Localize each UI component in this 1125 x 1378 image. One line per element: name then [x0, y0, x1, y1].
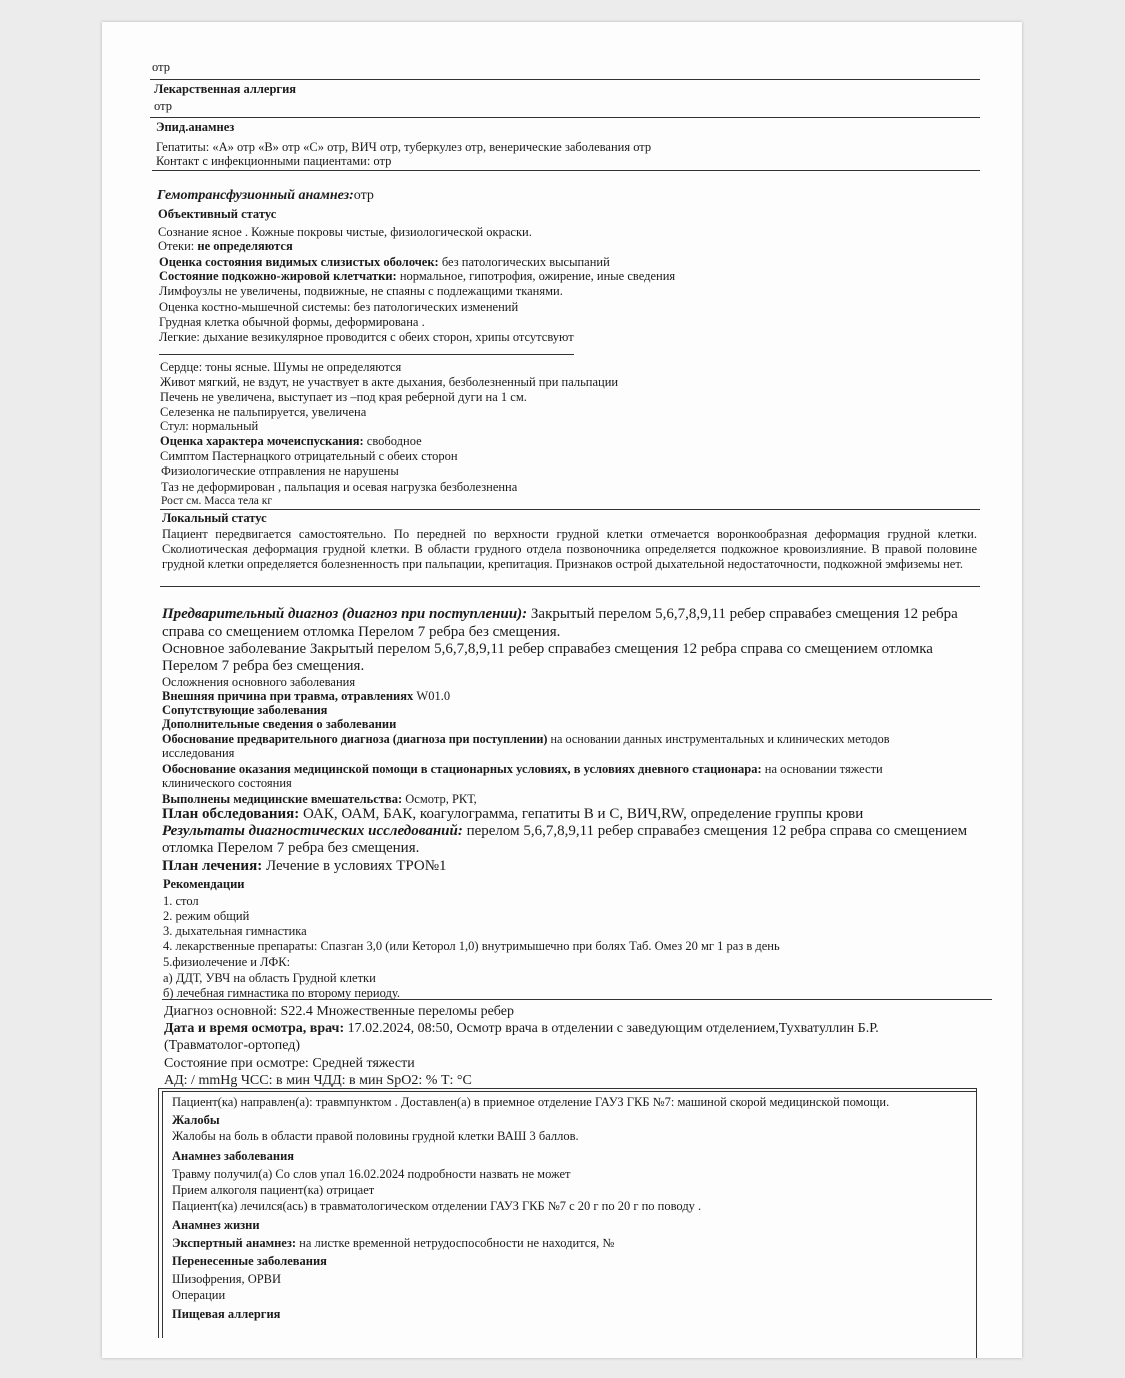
spleen: Селезенка не пальпируется, увеличена [160, 405, 367, 419]
pasternatsky: Симптом Пастернацкого отрицательный с обеих сторон [160, 449, 458, 463]
trauma: Травму получил(а) Со слов упал 16.02.2024 подробности назвать не может [172, 1167, 571, 1181]
recommendation-item: 5.физиолечение и ЛФК: [163, 955, 291, 969]
complaints-title: Жалобы [172, 1113, 220, 1127]
recommendation-item: б) лечебная гимнастика по второму периоду. [163, 986, 400, 1000]
recommendation-item: а) ДДТ, УВЧ на область Грудной клетки [163, 971, 376, 985]
justification-line2: исследования [162, 746, 235, 760]
musculoskeletal: Оценка костно-мышечной системы: без патологических изменений [159, 300, 519, 314]
abdomen: Живот мягкий, не вздут, не участвует в акте дыхания, безболезненный при пальпации [160, 375, 619, 389]
operations: Операции [172, 1288, 226, 1302]
lymph-nodes: Лимфоузлы не увеличены, подвижные, не спаяны с подлежащими тканями. [159, 284, 563, 298]
concomitant-title: Сопутствующие заболевания [162, 703, 328, 717]
previous-treatment: Пациент(ка) лечился(ась) в травматологическом отделении ГАУЗ ГКБ №7 с 20 г по 20 г по поводу . [172, 1199, 702, 1213]
subcutaneous-fat: Состояние подкожно-жировой клетчатки: нормальное, гипотрофия, ожирение, иные сведения [159, 269, 676, 283]
prelim-diagnosis-line2: справа со смещением отломка Перелом 7 ребра без смещения. [162, 624, 561, 640]
urination: Оценка характера мочеиспускания: свободное [160, 434, 422, 448]
heart: Сердце: тоны ясные. Шумы не определяются [160, 360, 402, 374]
justification-line1: Обоснование предварительного диагноза (диагноза при поступлении) на основании данных инструментальных и клинических методов [162, 732, 890, 746]
diag-results-line1: Результаты диагностических исследований: перелом 5,6,7,8,9,11 ребер справабез смещения 12 ребра справа со смещением [162, 823, 968, 839]
referral: Пациент(ка) направлен(а): травмпунктом . Доставлен(а) в приемное отделение ГАУЗ ГКБ №7: машиной скорой медицинской помощи. [172, 1095, 890, 1109]
local-status-text: Пациент передвигается самостоятельно. По передней по верхности грудной клетки отмечается воронкообразная деформация грудной клетки. Сколиотическая деформация грудной клетки. В области грудного отдела позвоночника определяется подкожное кровоизлияние. В правой половине грудной клетки определяется болезненность при пальпации, крепитация. Признаков острой дыхательной недостаточности, подкожной эмфиземы нет. [162, 527, 977, 571]
drug-allergy-title: Лекарственная аллергия [154, 82, 297, 96]
box-left-border [158, 1088, 159, 1338]
mucosa: Оценка состояния видимых слизистых оболочек: без патологических высыпаний [159, 255, 610, 269]
stool: Стул: нормальный [160, 419, 259, 433]
alcohol: Прием алкоголя пациент(ка) отрицает [172, 1183, 375, 1197]
physiological: Физиологические отправления не нарушены [161, 464, 399, 478]
box-top-border-inner [162, 1091, 976, 1092]
chest-shape: Грудная клетка обычной формы, деформирована . [159, 315, 425, 329]
divider [162, 999, 992, 1000]
height-weight: Рост см. Масса тела кг [161, 495, 273, 507]
edema: Отеки: не определяются [158, 239, 293, 253]
divider [150, 79, 980, 80]
consciousness: Сознание ясное . Кожные покровы чистые, физиологической окраски. [158, 225, 532, 239]
epid-contact: Контакт с инфекционными пациентами: отр [156, 154, 392, 168]
exam-plan: План обследования: ОАК, ОАМ, БАК, коагулограмма, гепатиты В и С, ВИЧ,RW, определение группы крови [162, 806, 864, 822]
life-anamnesis-title: Анамнез жизни [172, 1218, 260, 1232]
complications: Осложнения основного заболевания [162, 675, 356, 689]
food-allergy-title: Пищевая аллергия [172, 1307, 281, 1321]
treatment-plan: План лечения: Лечение в условиях ТРО№1 [162, 858, 447, 874]
exam-datetime: Дата и время осмотра, врач: 17.02.2024, 08:50, Осмотр врача в отделении с заведующим отделением,Тухватуллин Б.Р. [164, 1021, 879, 1036]
past-diseases-title: Перенесенные заболевания [172, 1254, 327, 1268]
epid-hepatitis: Гепатиты: «А» отр «В» отр «С» отр, ВИЧ отр, туберкулез отр, венерические заболевания отр [156, 140, 652, 154]
lungs: Легкие: дыхание везикулярное проводится с обеих сторон, хрипы отсутсвуют [159, 330, 574, 344]
recommendations-title: Рекомендации [163, 877, 245, 891]
hemotransfusion: Гемотрансфузионный анамнез:отр [157, 188, 374, 203]
main-disease-line1: Основное заболевание Закрытый перелом 5,6,7,8,9,11 ребер справабез смещения 12 ребра справа со смещением отломка [162, 641, 933, 657]
expert-anamnesis: Экспертный анамнез: на листке временной нетрудоспособности не находится, № [172, 1236, 615, 1250]
hospital-care-line2: клинического состояния [162, 776, 292, 790]
anamnesis-title: Анамнез заболевания [172, 1149, 295, 1163]
box-left-border-inner [162, 1091, 163, 1338]
box-right-border [976, 1088, 977, 1358]
condition: Состояние при осмотре: Средней тяжести [164, 1056, 415, 1071]
doctor-specialty: (Травматолог-ортопед) [164, 1038, 301, 1053]
liver: Печень не увеличена, выступает из –под края реберной дуги на 1 см. [160, 390, 527, 404]
past-diseases: Шизофрения, ОРВИ [172, 1272, 282, 1286]
document-page [102, 22, 1022, 1358]
complaints: Жалобы на боль в области правой половины грудной клетки ВАШ 3 баллов. [172, 1129, 579, 1143]
extra-info-title: Дополнительные сведения о заболевании [162, 717, 397, 731]
divider [152, 170, 980, 171]
recommendation-item: 4. лекарственные препараты: Спазган 3,0 (или Кеторол 1,0) внутримышечно при болях Таб. Омез 20 мг 1 раз в день [163, 939, 780, 953]
hospital-care-line1: Обоснование оказания медицинской помощи в стационарных условиях, в условиях дневного стационара: на основании тяжести [162, 762, 883, 776]
pelvis: Таз не деформирован , пальпация и осевая нагрузка безболезненна [161, 480, 518, 494]
divider [160, 509, 980, 510]
main-disease-line2: Перелом 7 ребра без смещения. [162, 658, 365, 674]
diagnosis-main: Диагноз основной: S22.4 Множественные переломы ребер [164, 1004, 514, 1019]
vitals: АД: / mmHg ЧСС: в мин ЧДД: в мин SpO2: % Т: °C [164, 1073, 472, 1088]
interventions: Выполнены медицинские вмешательства: Осмотр, РКТ, [162, 792, 477, 806]
recommendation-item: 3. дыхательная гимнастика [163, 924, 307, 938]
divider [150, 117, 980, 118]
divider [160, 586, 980, 587]
objective-title: Объективный статус [158, 207, 277, 221]
recommendation-item: 1. стол [163, 894, 199, 908]
box-top-border [158, 1088, 976, 1089]
short-divider [159, 354, 574, 355]
recommendation-item: 2. режим общий [163, 909, 250, 923]
prelim-diagnosis-line1: Предварительный диагноз (диагноз при поступлении): Закрытый перелом 5,6,7,8,9,11 ребер справабез смещения 12 ребра [162, 606, 958, 622]
epid-title: Эпид.анамнез [156, 120, 235, 134]
top-otr: отр [152, 60, 170, 74]
external-cause: Внешняя причина при травма, отравлениях W01.0 [162, 689, 451, 703]
drug-allergy-value: отр [154, 99, 172, 113]
local-status-title: Локальный статус [162, 511, 267, 525]
diag-results-line2: отломка Перелом 7 ребра без смещения. [162, 840, 420, 856]
